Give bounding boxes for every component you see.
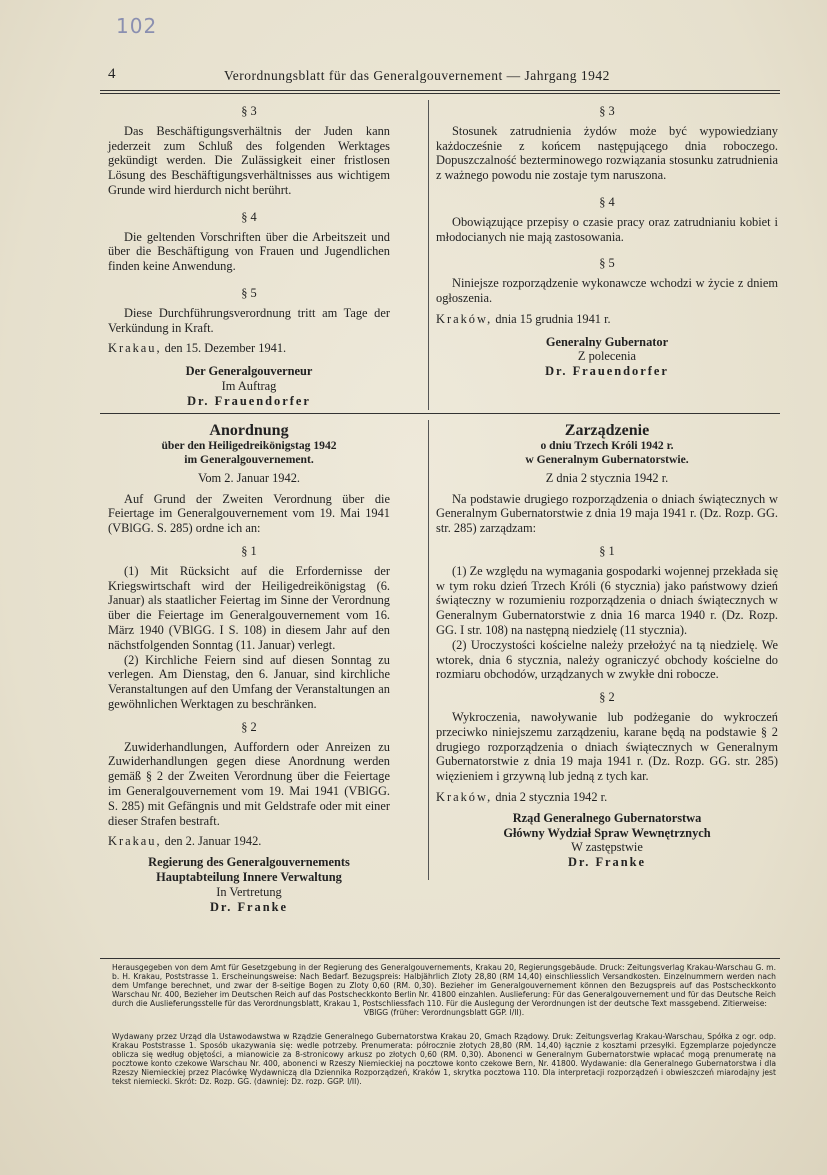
date-text: dnia 2 stycznia 1942 r. — [495, 789, 608, 804]
section-title: § 5 — [599, 256, 615, 271]
date-line — [436, 312, 778, 327]
signature-office: Der Generalgouverneur — [185, 364, 313, 379]
signature-office: Hauptabteilung Innere Verwaltung — [156, 869, 342, 884]
date-text: den 2. Januar 1942. — [164, 834, 262, 849]
section-text: Die geltenden Vorschriften über die Arbeitszeit und über die Beschäftigung von Frauen und Jugendlichen finden keine Anwendung. — [108, 229, 390, 274]
ordinance-heading: Zarządzenie — [564, 422, 650, 439]
section-title: § 3 — [241, 104, 257, 118]
date-text: den 15. Dezember 1941. — [164, 341, 287, 356]
date-line — [108, 834, 390, 849]
footer-german — [112, 963, 776, 1018]
footer-polish — [112, 1032, 776, 1087]
ordinance-subheading: im Generalgouvernement. — [184, 452, 314, 466]
section-text: Obowiązujące przepisy o czasie pracy oraz zatrudnianiu kobiet i młodocianych nie mają zastosowania. — [436, 214, 778, 244]
handwritten-page-number: 102 — [116, 14, 158, 38]
column-divider-bottom — [428, 420, 429, 880]
date-place: Krakau, — [108, 834, 162, 849]
page-header — [108, 66, 778, 86]
signature-office: Rząd Generalnego Gubernatorstwa — [512, 810, 702, 825]
section-text: Niniejsze rozporządzenie wykonawcze wchodzi w życie z dniem ogłoszenia. — [436, 276, 778, 305]
column-divider-top — [428, 100, 429, 410]
footer-polish-text: Wydawany przez Urząd dla Ustawodawstwa w Rządzie Generalnego Gubernatorstwa Krakau 20, Gmach Rządowy. Druk: Zeitungsverlag Krakau-Warschau, Spółka z ogr. odp. Krakau Poststrasse 1. Sposób ukazywania się: wedle potrzeby. Prenumerata: półrocznie złotych 28,80 (RM. 14,40) łącznie z kosztami przesyłki. Egzemplarze pojedyncze oblicza się według objętości, a mianowicie za 8-stronicowy arkusz po złotych 0,60 (RM. 0,30). Abonenci w Generalnym Gubernatorstwie wpłacać mogą prenumeratę na pocztowe konto czekowe Warschau Nr. 400, abonenci w Rzeszy Niemieckiej na pocztowe konto czekowe Bern, Nr. 41800. Wydawanie: dla Generalnego Gubernatorstwa i dla Rzeszy Niemieckiej przez Placówkę Wydawniczą dla Dziennika Rozporządzeń, Kraków 1, skrytka pocztowa 110. Dla interpretacji rozporządzeń i obwieszczeń miarodajny jest tekst niemiecki. Skrót: Dz. Rozp. GG. (dawniej: Dz. rozp. GGP. I/II). — [112, 1032, 776, 1087]
ordinance-date: Z dnia 2 stycznia 1942 r. — [545, 470, 669, 485]
section-divider-rule — [100, 413, 780, 414]
header-rule-2 — [100, 93, 780, 94]
date-line — [108, 341, 390, 356]
signature-name: Dr. Franke — [209, 899, 289, 914]
bottom-right-column — [436, 424, 778, 870]
ordinance-subheading: w Generalnym Gubernatorstwie. — [525, 452, 689, 466]
signature-name: Dr. Frauendorfer — [187, 393, 311, 408]
signature-name: Dr. Franke — [567, 855, 647, 870]
signature-role: Im Auftrag — [221, 378, 277, 393]
signature-name: Dr. Frauendorfer — [545, 364, 669, 379]
section-text: (1) Ze względu na wymagania gospodarki wojennej przekłada się w tym roku dzień Trzech Króli (6 stycznia) jako państwowy dzień świąteczny w rozumieniu rozporządzenia o dniach świątecznych w Generalnym Gubernatorstwie z dnia 16 marca 1940 r. (Dz. Rozp. GG. I str. 108) na następną niedzielę (11 stycznia). — [436, 563, 778, 637]
bottom-left-column — [108, 424, 390, 914]
section-text: Wykroczenia, nawoływanie lub podżeganie do wykroczeń przeciwko niniejszemu zarządzeniu, karane będą na podstawie § 2 drugiego rozporządzenia o dniach świątecznych w Generalnym Gubernatorstwie z dnia 19 maja 1941 r. (Dz. Rozp. GG. str. 285) więzieniem i grzywną lub jedną z tych kar. — [436, 709, 778, 784]
signature-role: Z polecenia — [577, 349, 637, 364]
ordinance-subheading: o dniu Trzech Króli 1942 r. — [540, 438, 674, 452]
date-place: Kraków, — [436, 789, 493, 804]
page-number: 4 — [108, 66, 116, 82]
date-place: Krakau, — [108, 341, 162, 356]
section-title: § 2 — [241, 719, 257, 734]
signature-role: W zastępstwie — [571, 840, 643, 855]
preamble: Auf Grund der Zweiten Verordnung über die Feiertage im Generalgouvernement vom 19. Mai 1941 (VBlGG. S. 285) ordne ich an: — [108, 491, 390, 536]
section-text: Zuwiderhandlungen, Auffordern oder Anreizen zu Zuwiderhandlungen gegen diese Anordnung werden gemäß § 2 der Zweiten Verordnung über die Feiertage im Generalgouvernement vom 19. Mai 1941 (VBlGG. S. 285) mit Gefängnis und mit Geldstrafe oder mit einer dieser Strafen bestraft. — [108, 739, 390, 828]
header-rule — [100, 90, 780, 91]
top-right-column — [436, 104, 778, 379]
date-place: Kraków, — [436, 311, 493, 326]
ordinance-date: Vom 2. Januar 1942. — [198, 470, 300, 485]
section-text: Das Beschäftigungsverhältnis der Juden kann jederzeit zum Schluß des folgenden Werktages gekündigt werden. Die Zulässigkeit einer fristlosen Lösung des Beschäftigungsverhältnisses aus wichtigem Grunde wird hierdurch nicht berührt. — [108, 123, 390, 197]
footer-german-text: Herausgegeben von dem Amt für Gesetzgebung in der Regierung des Generalgouvernements, Krakau 20, Regierungsgebäude. Druck: Zeitungsverlag Krakau-Warschau G. m. b. H. Krakau, Poststrasse 1. Erscheinungsweise: Nach Bedarf. Bezugspreis: Halbjährlich Zloty 28,80 (RM 14,40) einschliesslich Versandkosten. Einzelnummern werden nach dem Umfange berechnet, und zwar der 8-seitige Bogen zu Zloty 0,60 (RM. 0,30). Bezieher im Generalgouvernement können den Bezugspreis auf das Postscheckkonto Warschau Nr. 400, Bezieher im Deutschen Reich auf das Postscheckkonto Berlin Nr. 41800 einzahlen. Auslieferung: Für das Generalgouvernement und für das Deutsche Reich durch die Auslieferungsstelle für das Verordnungsblatt, Krakau 1, Postschliessfach 110. Für die Auslegung der Verordnungen ist der deutsche Text massgebend. Zitierweise: — [112, 963, 776, 1009]
section-text: Diese Durchführungsverordnung tritt am Tage der Verkündung in Kraft. — [108, 305, 390, 335]
date-line — [436, 790, 778, 805]
ordinance-subheading: über den Heiligedreikönigstag 1942 — [161, 438, 337, 452]
signature-office: Regierung des Generalgouvernements — [148, 855, 350, 870]
date-text: dnia 15 grudnia 1941 r. — [495, 311, 611, 326]
ordinance-heading: Anordnung — [209, 422, 289, 439]
signature-office: Generalny Gubernator — [545, 334, 669, 349]
footer-rule — [100, 958, 780, 959]
section-title: § 3 — [599, 104, 615, 118]
section-text: (2) Kirchliche Feiern sind auf diesen Sonntag zu verlegen. Am Dienstag, den 6. Januar, sind kirchliche Veranstaltungen auf den Umfang der Veranstaltungen an gewöhnlichen Werktagen zu beschränken. — [108, 652, 390, 711]
preamble: Na podstawie drugiego rozporządzenia o dniach świątecznych w Generalnym Gubernatorstwie z dnia 19 maja 1941 r. (Dz. Rozp. GG. str. 285) zarządzam: — [436, 491, 778, 536]
footer-german-citation: VBlGG (früher: Verordnungsblatt GGP. I/II). — [363, 1008, 525, 1018]
section-title: § 4 — [241, 209, 257, 224]
section-title: § 1 — [241, 543, 257, 558]
section-text: (1) Mit Rücksicht auf die Erfordernisse der Kriegswirtschaft wird der Heiligedreikönigstag (6. Januar) als staatlicher Feiertag im Sinne der Verordnung über die Feiertage im Generalgouvernement vom 16. März 1940 (VBlGG. I S. 108) in diesem Jahr auf den nächstfolgenden Sonntag (11. Januar) verlegt. — [108, 563, 390, 652]
section-title: § 2 — [599, 690, 615, 705]
signature-role: In Vertretung — [216, 884, 282, 899]
section-title: § 1 — [599, 543, 615, 558]
gazette-title: Verordnungsblatt für das Generalgouvernement — Jahrgang 1942 — [224, 68, 610, 83]
section-text: Stosunek zatrudnienia żydów może być wypowiedziany każdocześnie z końcem następującego dnia roboczego. Dopuszczalność bezterminowego rozwiązania stosunku zatrudnienia z ważnego powodu nie zostaje tym naruszona. — [436, 123, 778, 183]
top-left-column — [108, 104, 390, 409]
section-title: § 4 — [599, 194, 615, 209]
section-text: (2) Uroczystości kościelne należy przełożyć na tą niedzielę. We wtorek, dnia 6 stycznia, należy ograniczyć obchody kościelne do rozmiaru obchodów, urządzanych w zwykłe dni robocze. — [436, 637, 778, 682]
signature-office: Główny Wydział Spraw Wewnętrznych — [503, 825, 711, 840]
section-title: § 5 — [241, 285, 257, 300]
